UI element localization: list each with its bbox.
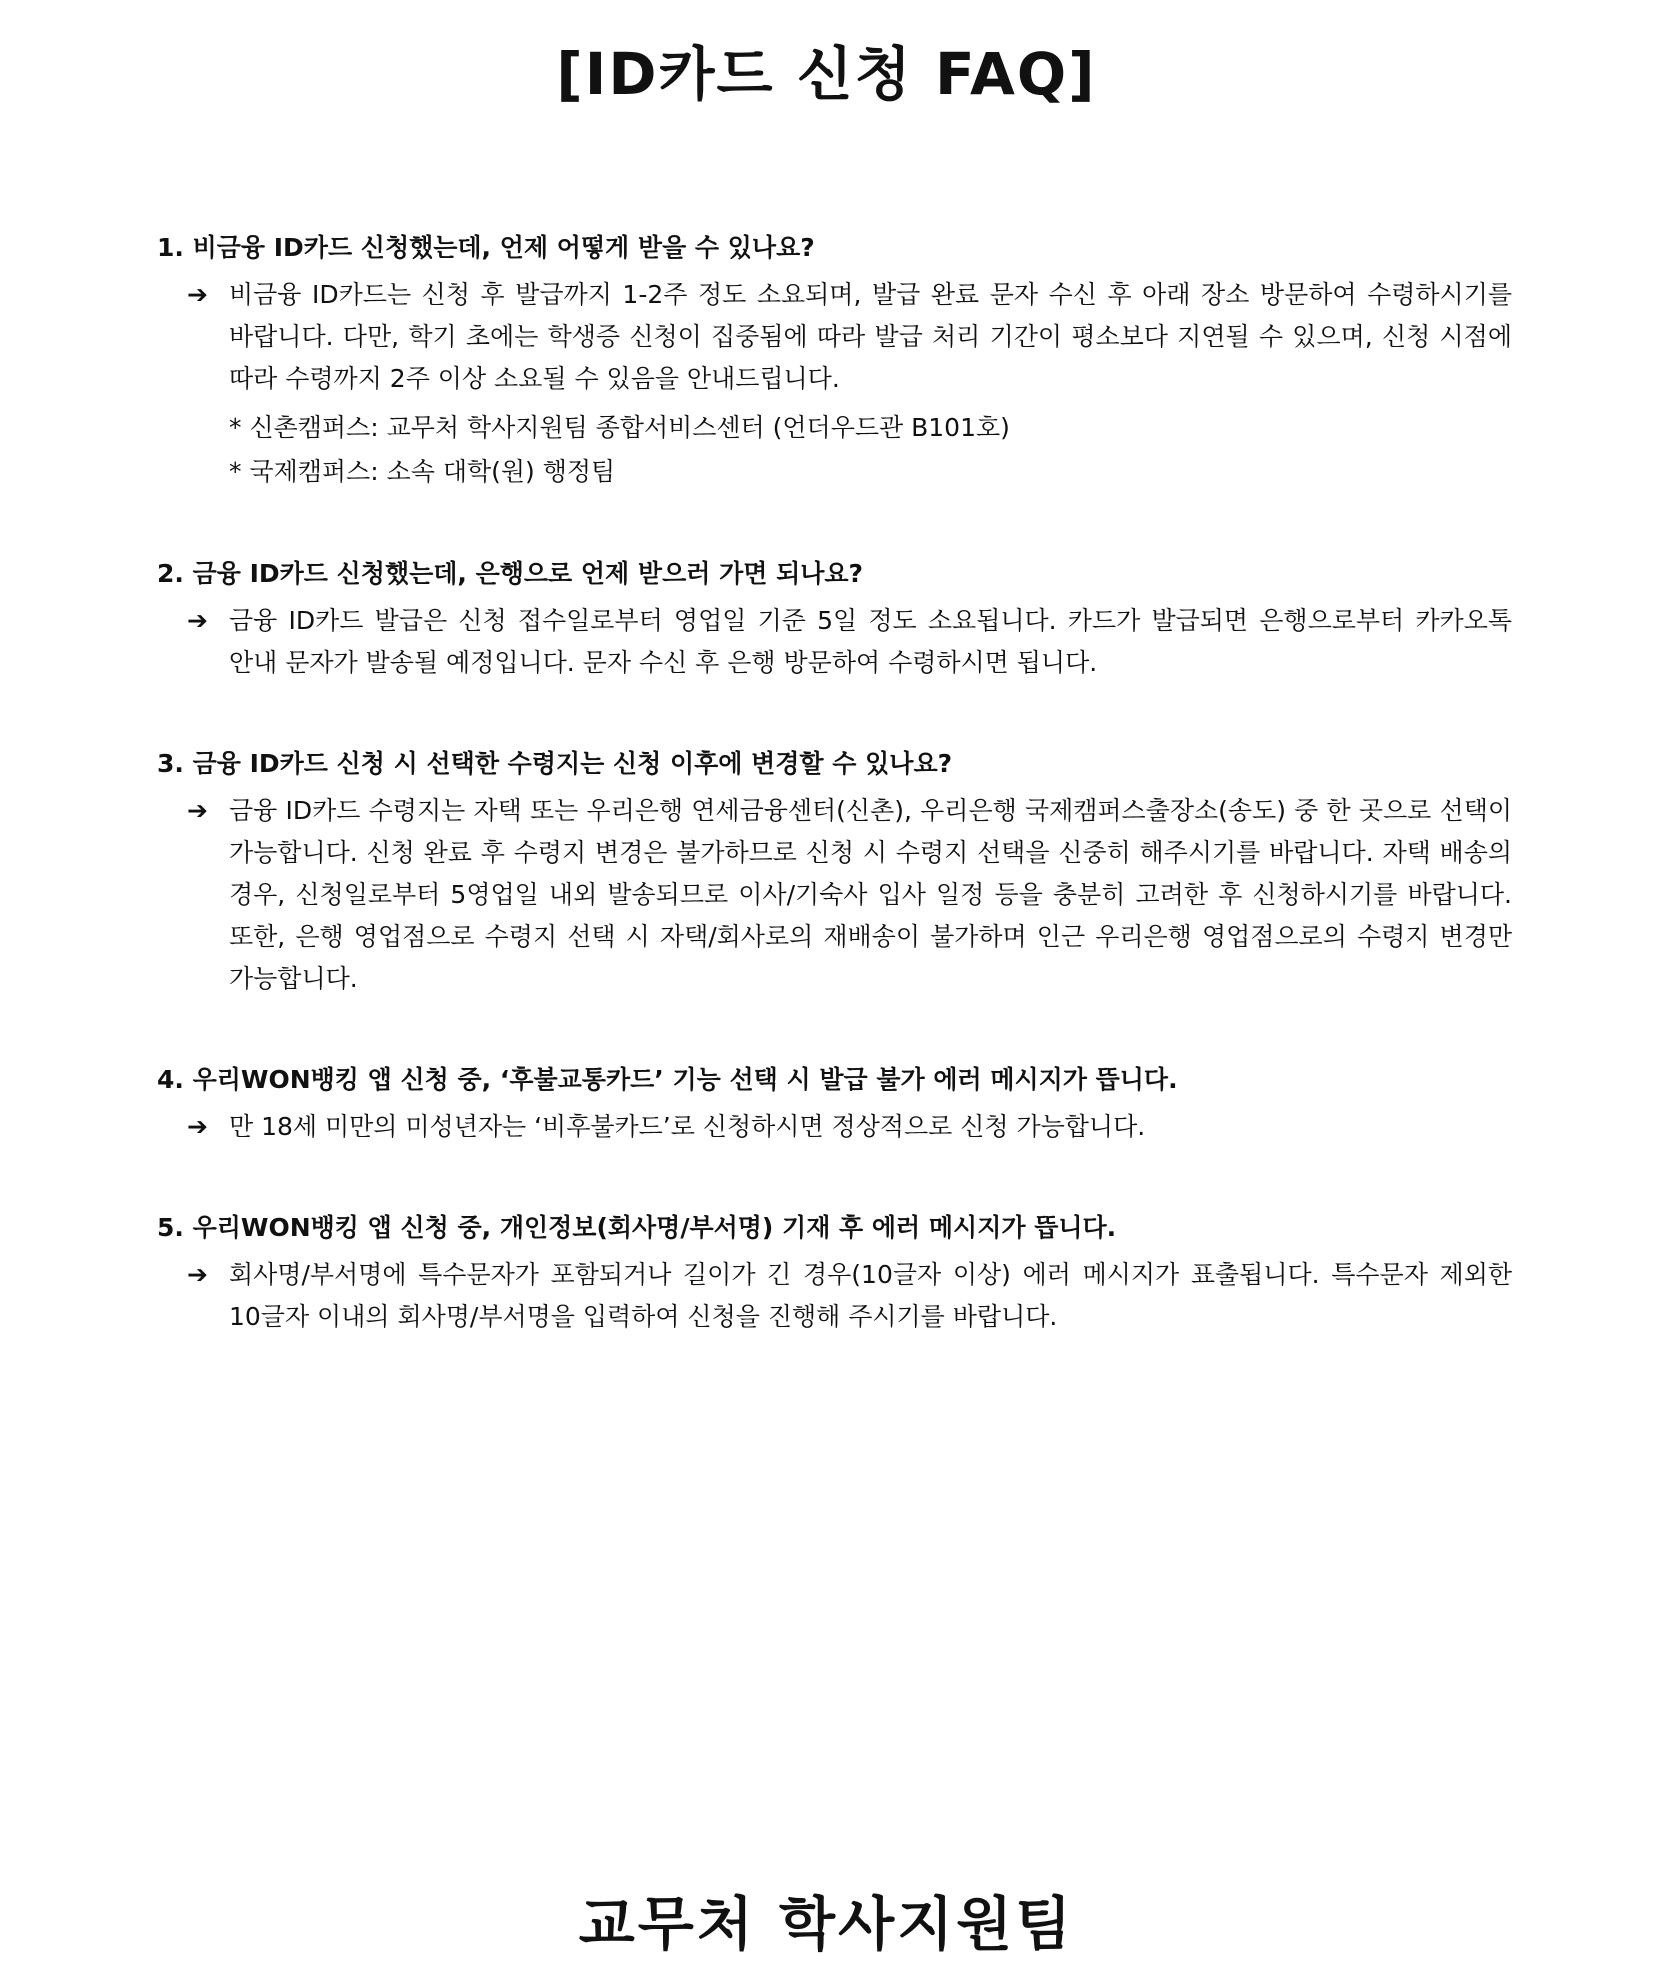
faq-answer bbox=[157, 1254, 1512, 1338]
arrow-right-icon: ➔ bbox=[187, 606, 208, 635]
faq-list bbox=[157, 228, 1512, 1398]
faq-question: 3. 금융 ID카드 신청 시 선택한 수령지는 신청 이후에 변경할 수 있나요? bbox=[157, 749, 953, 778]
faq-answer bbox=[157, 274, 1512, 494]
faq-question: 4. 우리WON뱅킹 앱 신청 중, ‘후불교통카드’ 기능 선택 시 발급 불가 에러 메시지가 뜹니다. bbox=[157, 1065, 1178, 1094]
arrow-right-icon: ➔ bbox=[187, 1112, 208, 1141]
answer-text: 금융 ID카드 수령지는 자택 또는 우리은행 연세금융센터(신촌), 우리은행 국제캠퍼스출장소(송도) 중 한 곳으로 선택이 가능합니다. 신청 완료 후 수령지 변경은 불가하므로 신청 시 수령지 선택을 신중히 해주시기를 바랍니다. 자택 배송의 경우, 신청일로부터 5영업일 내외 발송되므로 이사/기숙사 입사 일정 등을 충분히 고려한 후 신청하시기를 바랍니다. 또한, 은행 영업점으로 수령지 선택 시 자택/회사로의 재배송이 불가하며 인근 우리은행 영업점으로의 수령지 변경만 가능합니다. bbox=[229, 796, 1512, 993]
faq-question: 5. 우리WON뱅킹 앱 신청 중, 개인정보(회사명/부서명) 기재 후 에러 메시지가 뜹니다. bbox=[157, 1213, 1117, 1242]
answer-text: 회사명/부서명에 특수문자가 포함되거나 길이가 긴 경우(10글자 이상) 에러 메시지가 표출됩니다. 특수문자 제외한 10글자 이내의 회사명/부서명을 입력하여 신청을 진행해 주시기를 바랍니다. bbox=[229, 1260, 1512, 1331]
faq-item-2 bbox=[157, 554, 1512, 684]
faq-question: 2. 금융 ID카드 신청했는데, 은행으로 언제 받으러 가면 되나요? bbox=[157, 559, 864, 588]
faq-item-5 bbox=[157, 1208, 1512, 1338]
faq-item-1 bbox=[157, 228, 1512, 494]
faq-answer bbox=[157, 1106, 1512, 1148]
location-notes bbox=[229, 406, 1512, 494]
faq-item-4 bbox=[157, 1060, 1512, 1148]
answer-text: 금융 ID카드 발급은 신청 접수일로부터 영업일 기준 5일 정도 소요됩니다. 카드가 발급되면 은행으로부터 카카오톡 안내 문자가 발송될 예정입니다. 문자 수신 후 은행 방문하여 수령하시면 됩니다. bbox=[229, 606, 1512, 677]
faq-answer bbox=[157, 600, 1512, 684]
answer-text: 비금융 ID카드는 신청 후 발급까지 1-2주 정도 소요되며, 발급 완료 문자 수신 후 아래 장소 방문하여 수령하시기를 바랍니다. 다만, 학기 초에는 학생증 신청이 집중됨에 따라 발급 처리 기간이 평소보다 지연될 수 있으며, 신청 시점에 따라 수령까지 2주 이상 소요될 수 있음을 안내드립니다. bbox=[229, 280, 1512, 393]
location-note-international: * 국제캠퍼스: 소속 대학(원) 행정팀 bbox=[229, 457, 616, 486]
faq-item-3 bbox=[157, 744, 1512, 1000]
faq-answer bbox=[157, 790, 1512, 1000]
location-note-sinchon: * 신촌캠퍼스: 교무처 학사지원팀 종합서비스센터 (언더우드관 B101호) bbox=[229, 413, 1010, 442]
arrow-right-icon: ➔ bbox=[187, 280, 208, 309]
footer-department: 교무처 학사지원팀 bbox=[578, 1890, 1075, 1958]
faq-question: 1. 비금융 ID카드 신청했는데, 언제 어떻게 받을 수 있나요? bbox=[157, 233, 815, 262]
page-title: [ID카드 신청 FAQ] bbox=[556, 40, 1097, 108]
answer-text: 만 18세 미만의 미성년자는 ‘비후불카드’로 신청하시면 정상적으로 신청 가능합니다. bbox=[229, 1112, 1146, 1141]
arrow-right-icon: ➔ bbox=[187, 1260, 208, 1289]
arrow-right-icon: ➔ bbox=[187, 796, 208, 825]
